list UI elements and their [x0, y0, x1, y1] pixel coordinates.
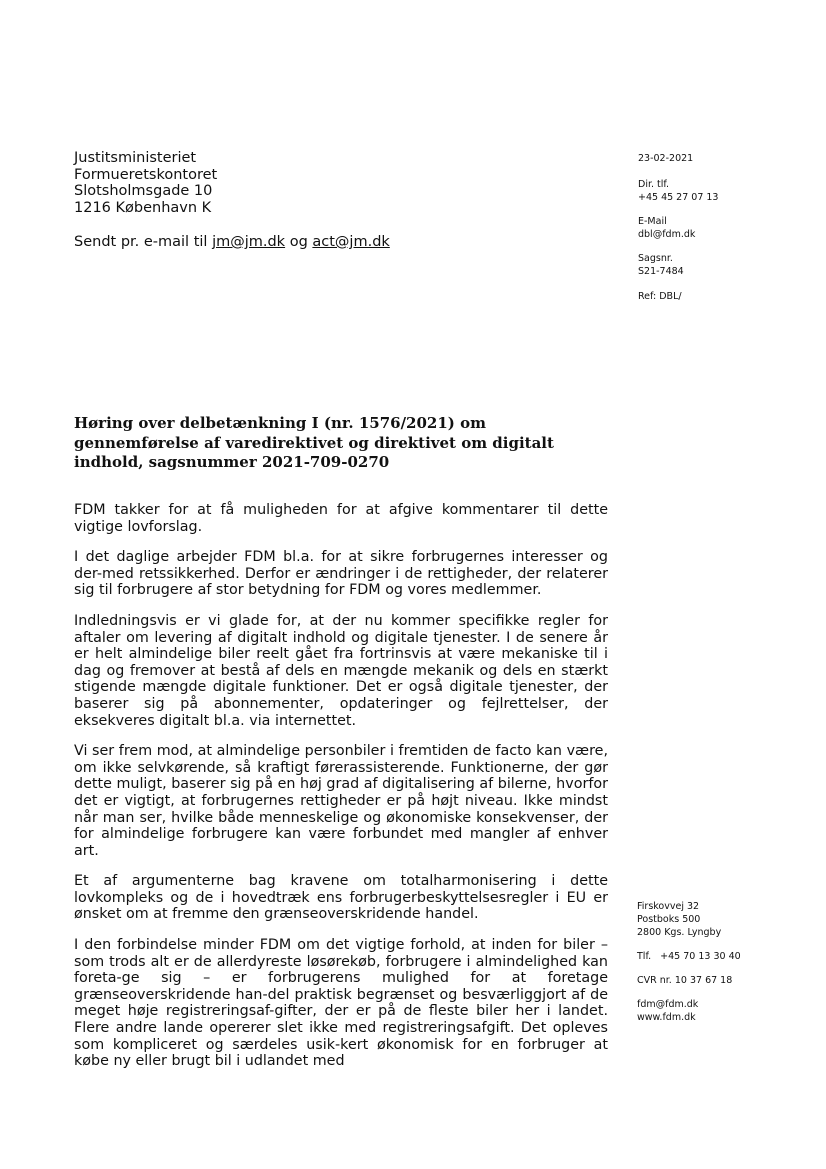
email-block	[638, 216, 695, 241]
sender-footer	[637, 900, 741, 1024]
paragraph: Et af argumenterne bag kravene om totalharmonisering i dette lovkompleks og de i hovedtræk ens forbrugerbeskyttelsesregler i EU er ønsket om at fremme den grænseoverskridende handel.	[74, 873, 608, 923]
email-label: E-Mail	[638, 216, 667, 227]
case-number-value: S21-7484	[638, 265, 684, 277]
recipient-address	[74, 150, 217, 216]
footer-email: fdm@fdm.dk	[637, 999, 699, 1010]
sent-prefix: Sendt pr. e-mail til	[74, 234, 213, 250]
letter-subject: Høring over delbetænkning I (nr. 1576/2021) om gennemførelse af varedirektivet og direktivet om digitalt indhold, sagsnummer 2021-709-0270	[74, 414, 554, 471]
recipient-line-3: Slotsholmsgade 10	[74, 183, 213, 199]
paragraph: FDM takker for at få muligheden for at afgive kommentarer til dette vigtige lovforslag.	[74, 502, 608, 535]
sent-by-email-line	[74, 234, 390, 250]
paragraph: Vi ser frem mod, at almindelige personbiler i fremtiden de facto kan være, om ikke selvkørende, så kraftigt førerassisterende. Funktionerne, der gør dette muligt, baserer sig på en høj grad af digitalisering af bilerne, hvorfor det er vigtigt, at forbrugernes rettigheder er på højt niveau. Ikke mindst når man ser, hvilke både menneskelige og økonomiske konsekvenser, der for almindelige forbrugere kan være forbundet med mangler af enhver art.	[74, 743, 608, 859]
footer-street: Firskovvej 32	[637, 901, 700, 912]
letter-body	[74, 502, 608, 1084]
case-number-label: Sagsnr.	[638, 253, 673, 264]
sent-middle: og	[285, 234, 313, 250]
paragraph: I det daglige arbejder FDM bl.a. for at sikre forbrugernes interesser og der-med retssikkerhed. Derfor er ændringer i de rettigheder, der relaterer sig til forbrugere af stor betydning for FDM og vores medlemmer.	[74, 549, 608, 599]
letter-date: 23-02-2021	[638, 153, 694, 164]
direct-phone-block	[638, 179, 718, 204]
footer-phone: Tlf. +45 70 13 30 40	[637, 951, 741, 962]
footer-city: 2800 Kgs. Lyngby	[637, 927, 722, 938]
footer-cvr: CVR nr. 10 37 67 18	[637, 975, 733, 986]
footer-box: Postboks 500	[637, 914, 701, 925]
case-number-block	[638, 253, 684, 278]
email-value: dbl@fdm.dk	[638, 228, 696, 240]
direct-phone-value: +45 45 27 07 13	[638, 191, 719, 203]
reference: Ref: DBL/	[638, 291, 682, 302]
paragraph: Indledningsvis er vi glade for, at der nu kommer specifikke regler for aftaler om levering af digitalt indhold og digitale tjenester. I de senere år er helt almindelige biler reelt gået fra fortrinsvis at være mekaniske til i dag og fremover at bestå af dels en mængde mekanik og dels en stærkt stigende mængde digitale funktioner. Det er også digitale tjenester, der baserer sig på abonnementer, opdateringer og fejlrettelser, der eksekveres digitalt bl.a. via internettet.	[74, 612, 608, 729]
recipient-line-2: Formueretskontoret	[74, 166, 218, 183]
paragraph: I den forbindelse minder FDM om det vigtige forhold, at inden for biler – som trods alt er de allerdyreste løsørekøb, forbrugere i almindelighed kan foreta-ge sig – er forbrugerens mulighed for at foretage grænseoverskridende han-del praktisk begrænset og besværliggjort af de meget høje registreringsaf-gifter, der er på de fleste biler her i landet. Flere andre lande opererer slet ikke med registreringsafgift. Det opleves som kompliceret og særdeles usik-kert økonomisk for en forbruger at købe ny eller brugt bil i udlandet med	[74, 937, 608, 1070]
direct-phone-label: Dir. tlf.	[638, 179, 670, 190]
recipient-line-1: Justitsministeriet	[74, 150, 197, 166]
footer-web: www.fdm.dk	[637, 1012, 696, 1023]
email-link-jm[interactable]: jm@jm.dk	[212, 234, 286, 250]
email-link-act[interactable]: act@jm.dk	[312, 234, 390, 250]
recipient-line-4: 1216 København K	[74, 199, 212, 216]
